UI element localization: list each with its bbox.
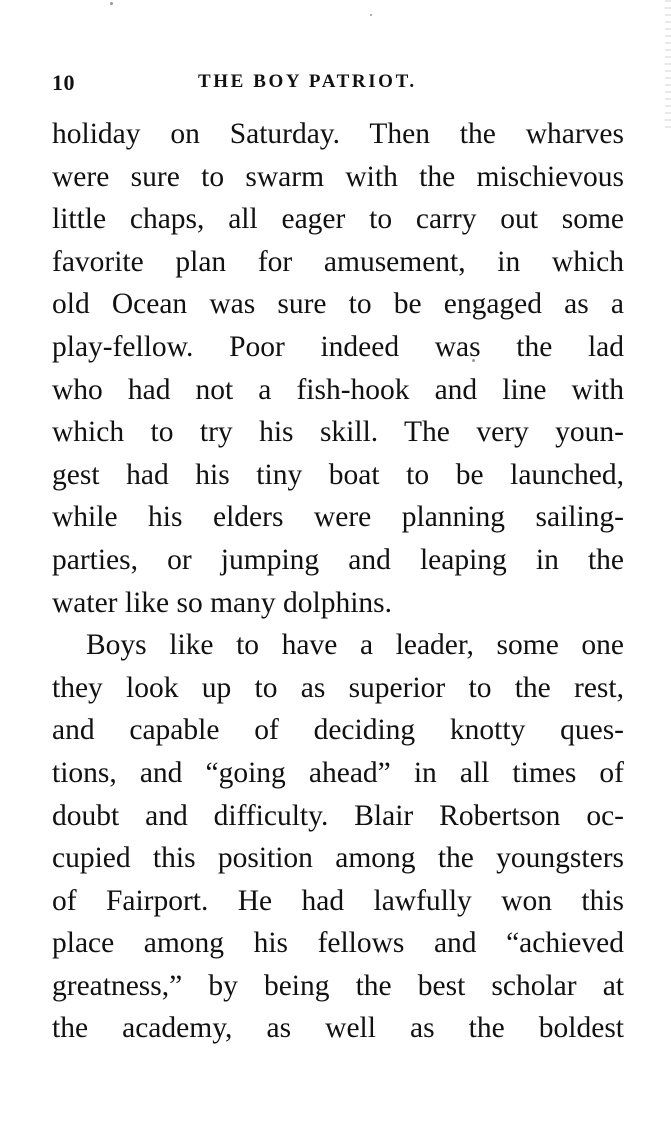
- text-line: gest had his tiny boat to be launched,: [52, 458, 624, 491]
- scan-speck: [370, 14, 372, 16]
- text-line: of Fairport. He had lawfully won this: [52, 884, 624, 917]
- text-line: were sure to swarm with the mischievous: [52, 160, 624, 193]
- text-line: which to try his skill. The very youn-: [52, 416, 624, 449]
- text-line: who had not a fish-hook and line with: [52, 373, 624, 406]
- running-header: [52, 70, 624, 98]
- text-line: place among his fellows and “achieved: [52, 927, 624, 960]
- text-line: favorite plan for amusement, in which: [52, 245, 624, 278]
- scan-speck: [110, 2, 113, 5]
- paragraph-end-line: water like so many dolphins.: [52, 586, 393, 619]
- running-title: THE BOY PATRIOT.: [198, 71, 417, 92]
- text-line: old Ocean was sure to be engaged as a: [52, 288, 624, 321]
- text-line: doubt and difficulty. Blair Robertson oc-: [52, 799, 624, 832]
- text-line: the academy, as well as the boldest: [52, 1012, 624, 1045]
- paragraph-start-line: Boys like to have a leader, some one: [86, 629, 624, 662]
- page-number: 10: [52, 70, 75, 95]
- text-line: cupied this position among the youngsters: [52, 842, 624, 875]
- text-line: holiday on Saturday. Then the wharves: [52, 118, 624, 150]
- text-line: while his elders were planning sailing-: [52, 501, 624, 534]
- text-line: greatness,” by being the best scholar at: [52, 969, 624, 1002]
- text-line: play-fellow. Poor indeed was the lad: [52, 330, 624, 363]
- text-line: and capable of deciding knotty ques-: [52, 714, 624, 747]
- text-line: they look up to as superior to the rest,: [52, 671, 624, 704]
- body-text: [52, 113, 624, 1050]
- text-line: parties, or jumping and leaping in the: [52, 543, 624, 576]
- scan-edge-artifact: [665, 0, 671, 130]
- text-line: tions, and “going ahead” in all times of: [52, 756, 624, 789]
- text-line: little chaps, all eager to carry out some: [52, 203, 624, 236]
